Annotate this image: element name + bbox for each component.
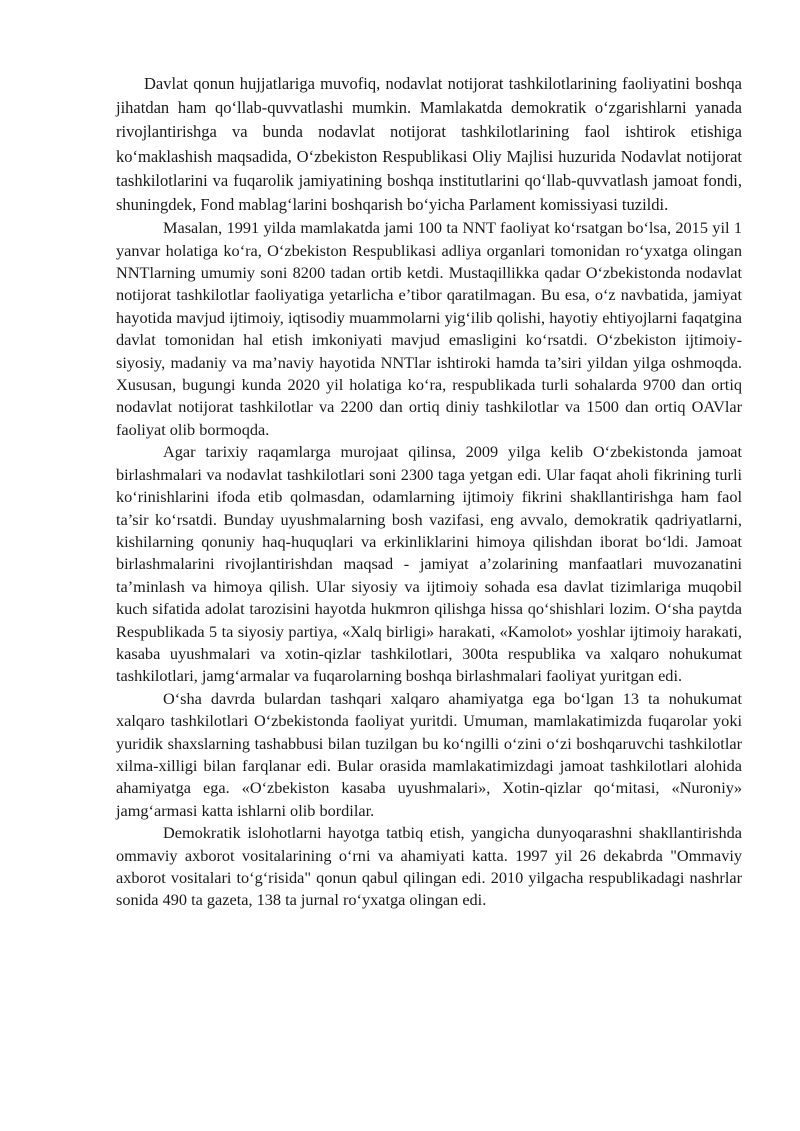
paragraph-public-associations: Agar tarixiy raqamlarga murojaat qilinsa, 2009 yilga kelib O‘zbekistonda jamoat birlashmalari va nodavlat tashkilotlari soni 2300 taga yetgan edi. Ular faqat aholi fikrining turli ko‘rinishlarini ifoda etib qolmasdan, odamlarning ijtimoiy fikrini shakllantirishga ham faol ta’sir ko‘rsatdi. Bunday uyushmalarning bosh vazifasi, eng avvalo, demokratik qadriyatlarni, kishilarning qonuniy haq-huquqlari va erkinliklarini himoya qilishdan iborat bo‘ldi. Jamoat birlashmalarini rivojlantirishdan maqsad - jamiyat a’zolarining manfaatlari muvozanatini ta’minlash va himoya qilish. Ular siyosiy va ijtimoiy sohada esa davlat tizimlariga muqobil kuch sifatida adolat tarozisini hayotda hukmron qilishga hissa qo‘shishlari lozim. O‘sha paytda Respublikada 5 ta siyosiy partiya, «Xalq birligi» harakati, «Kamolot» yoshlar ijtimoiy harakati, kasaba uyushmalari va xotin-qizlar tashkilotlari, 300ta respublika va xalqaro nohukumat tashkilotlari, jamg‘armalar va fuqarolarning boshqa birlashmalari faoliyat yuritgan edi.	[116, 442, 742, 686]
paragraph-ngo-statistics: Masalan, 1991 yilda mamlakatda jami 100 ta NNT faoliyat ko‘rsatgan bo‘lsa, 2015 yil 1 yanvar holatiga ko‘ra, O‘zbekiston Respublikasi adliya organlari tomonidan ro‘yxatga olingan NNTlarning umumiy soni 8200 tadan ortib ketdi. Mustaqillikka qadar O‘zbekistonda nodavlat notijorat tashkilotlar faoliyatiga yetarlicha e’tibor qaratilmagan. Bu esa, o‘z navbatida, jamiyat hayotida mavjud ijtimoiy, iqtisodiy muammolarni yig‘ilib qolishi, hayotiy ehtiyojlarni faqatgina davlat tomonidan hal etish imkoniyati mavjud emasligini ko‘rsatdi. O‘zbekiston ijtimoiy-siyosiy, madaniy va ma’naviy hayotida NNTlar ishtiroki hamda ta’siri yildan yilga oshmoqda. Xususan, bugungi kunda 2020 yil holatiga ko‘ra, respublikada turli sohalarda 9700 dan ortiq nodavlat notijorat tashkilotlar va 2200 dan ortiq diniy tashkilotlar va 1500 dan ortiq OAVlar faoliyat olib bormoqda.	[116, 218, 742, 439]
paragraph-mass-media: Demokratik islohotlarni hayotga tatbiq etish, yangicha dunyoqarashni shakllantirishda ommaviy axborot vositalarining o‘rni va ahamiyati katta. 1997 yil 26 dekabrda "Ommaviy axborot vositalari to‘g‘risida" qonun qabul qilingan edi. 2010 yilgacha respublikadagi nashrlar sonida 490 ta gazeta, 138 ta jurnal ro‘yxatga olingan edi.	[116, 823, 742, 910]
paragraph-international-organizations: O‘sha davrda bulardan tashqari xalqaro ahamiyatga ega bo‘lgan 13 ta nohukumat xalqaro tashkilotlari O‘zbekistonda faoliyat yuritdi. Umuman, mamlakatimizda fuqarolar yoki yuridik shaxslarning tashabbusi bilan tuzilgan bu ko‘ngilli o‘zini o‘zi boshqaruvchi tashkilotlar xilma-xilligi bilan farqlanar edi. Bular orasida mamlakatimizdagi jamoat tashkilotlari alohida ahamiyatga ega. «O‘zbekiston kasaba uyushmalari», Xotin-qizlar qo‘mitasi, «Nuroniy» jamg‘armasi katta ishlarni olib bordilar.	[116, 688, 742, 820]
paragraph-state-support: Davlat qonun hujjatlariga muvofiq, nodavlat notijorat tashkilotlarining faoliyatini boshqa jihatdan ham qo‘llab-quvvatlashi mumkin. Mamlakatda demokratik o‘zgarishlarni yanada rivojlantirishga va bunda nodavlat notijorat tashkilotlarining faol ishtirok etishiga ko‘maklashish maqsadida, O‘zbekiston Respublikasi Oliy Majlisi huzurida Nodavlat notijorat tashkilotlarini va fuqarolik jamiyatining boshqa institutlarini qo‘llab-quvvatlash jamoat fondi, shuningdek, Fond mablag‘larini boshqarish bo‘yicha Parlament komissiyasi tuzildi.	[116, 74, 742, 215]
document-page	[116, 72, 742, 912]
